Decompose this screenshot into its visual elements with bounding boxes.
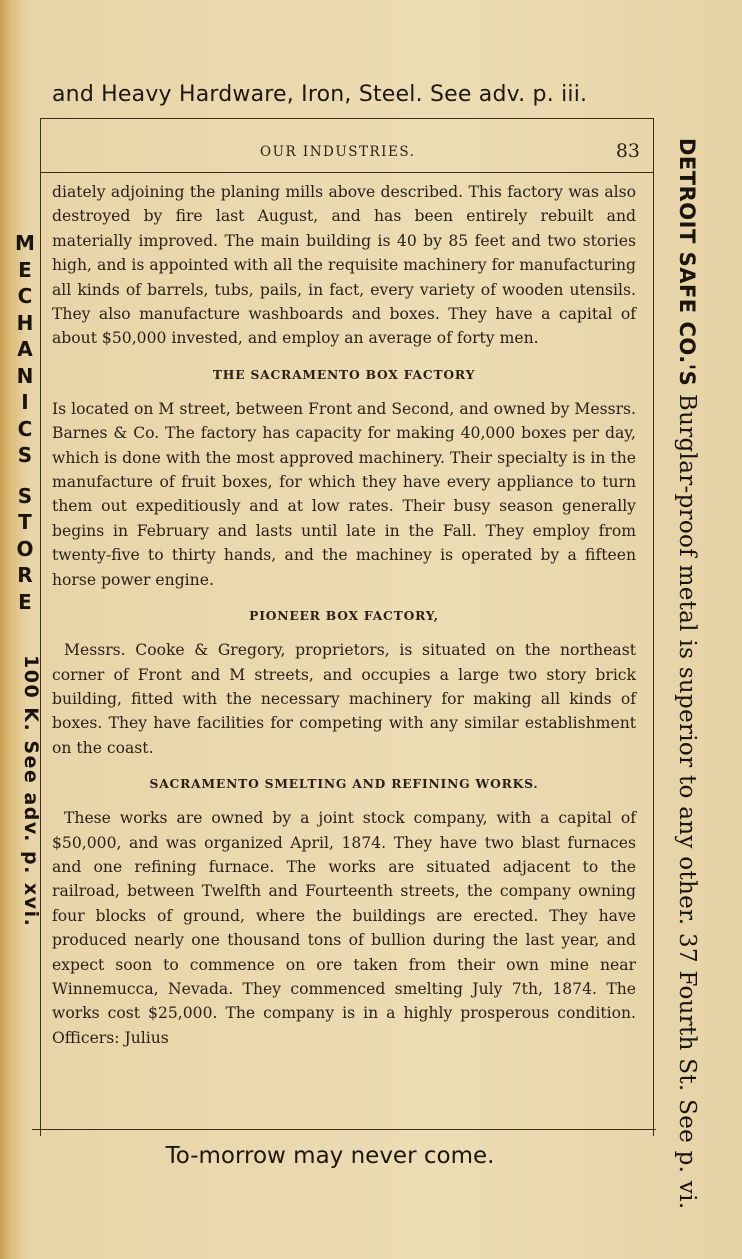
footer-rule <box>32 1129 656 1130</box>
paragraph-pioneer-box-factory: Messrs. Cooke & Gregory, proprietors, is situated on the northeast corner of Front and M streets, and occupies a large two story brick building, fitted with the necessary machinery for making all kinds of boxes. They have facilities for competing with any similar establishment on the coast. <box>52 641 636 757</box>
left-ad-letter: C <box>17 416 33 441</box>
running-head <box>40 140 654 170</box>
left-ad-letter: C <box>17 284 33 308</box>
left-ad-letters <box>8 230 42 615</box>
left-ad-letter: S <box>17 483 33 508</box>
left-ad-vertical-text: 100 K. See adv. p. xvi. <box>20 655 42 928</box>
heading-smelting-works: SACRAMENTO SMELTING AND REFINING WORKS. <box>149 776 539 792</box>
left-ad-letter: A <box>17 337 33 361</box>
right-ad-brand: DETROIT SAFE CO.'S <box>675 138 699 387</box>
running-head-title: OUR INDUSTRIES. <box>260 144 416 160</box>
page-number: 83 <box>615 140 640 162</box>
header-rule <box>40 172 654 173</box>
left-ad-letter: I <box>21 390 29 414</box>
left-ad-letter: M <box>15 231 35 255</box>
paragraph-barrel-factory: diately adjoining the planing mills above described. This factory was also destroyed by fire last August, and has been entirely rebuilt and materially improved. The main building is 40 by 85 feet and two stories high, and is appointed with all the requisite machinery for manufacturing all kinds of barrels, tubs, pails, in fact, every variety of wooden utensils. They also manufacture washboards and boxes. They have a capital of about $50,000 invested, and employ an average of forty men. <box>52 183 636 348</box>
paragraph-smelting-works: These works are owned by a joint stock company, with a capital of $50,000, and was organized April, 1874. They have two blast furnaces and one refining furnace. The works are situated adjacent to the railroad, between Twelfth and Fourteenth streets, the company owning four blocks of ground, where the buildings are erected. They have produced nearly one thousand tons of bullion during the last year, and expect soon to commence on ore taken from their own mine near Winnemucca, Nevada. They commenced smelting July 7th, 1874. The works cost $25,000. The company is in a highly prosperous condition. Officers: Julius <box>52 809 636 1047</box>
left-ad-letter: E <box>18 589 32 614</box>
heading-sacramento-box-factory: THE SACRAMENTO BOX FACTORY <box>212 366 476 382</box>
paragraph-sacramento-box-factory: Is located on M street, between Front and Second, and owned by Messrs. Barnes & Co. The factory has capacity for making 40,000 boxes per day, which is done with the most approved machinery. Their specialty is in the manufacture of fruit boxes, for which they have every appliance to turn them out expeditiously and at low rates. Their busy season generally begins in February and lasts until late in the Fall. They employ from twenty-five to thirty hands, and the machiney is operated by a fifteen horse power engine. <box>52 399 636 589</box>
left-ad-letter <box>8 469 42 483</box>
left-margin-ad-lower <box>8 655 42 1045</box>
left-ad-letter: R <box>17 563 33 587</box>
header-advertisement: and Heavy Hardware, Iron, Steel. See adv. p. iii. <box>52 82 588 107</box>
left-ad-letter: H <box>16 310 34 335</box>
heading-pioneer-box-factory: PIONEER BOX FACTORY, <box>249 608 439 624</box>
left-ad-letter: O <box>16 536 34 561</box>
left-ad-letter: S <box>17 443 33 467</box>
footer-advertisement: To-morrow may never come. <box>165 1143 495 1169</box>
right-ad-vertical-text <box>674 138 700 1209</box>
left-ad-letter: N <box>16 363 34 388</box>
right-ad-slogan: Burglar-proof metal is superior to any other. 37 Fourth St. See p. vi. <box>674 386 700 1210</box>
left-margin-ad-upper <box>8 230 42 615</box>
body-text <box>52 180 636 1050</box>
right-margin-ad <box>660 138 702 1210</box>
left-ad-letter: T <box>18 510 32 534</box>
left-ad-letter: E <box>18 257 32 282</box>
